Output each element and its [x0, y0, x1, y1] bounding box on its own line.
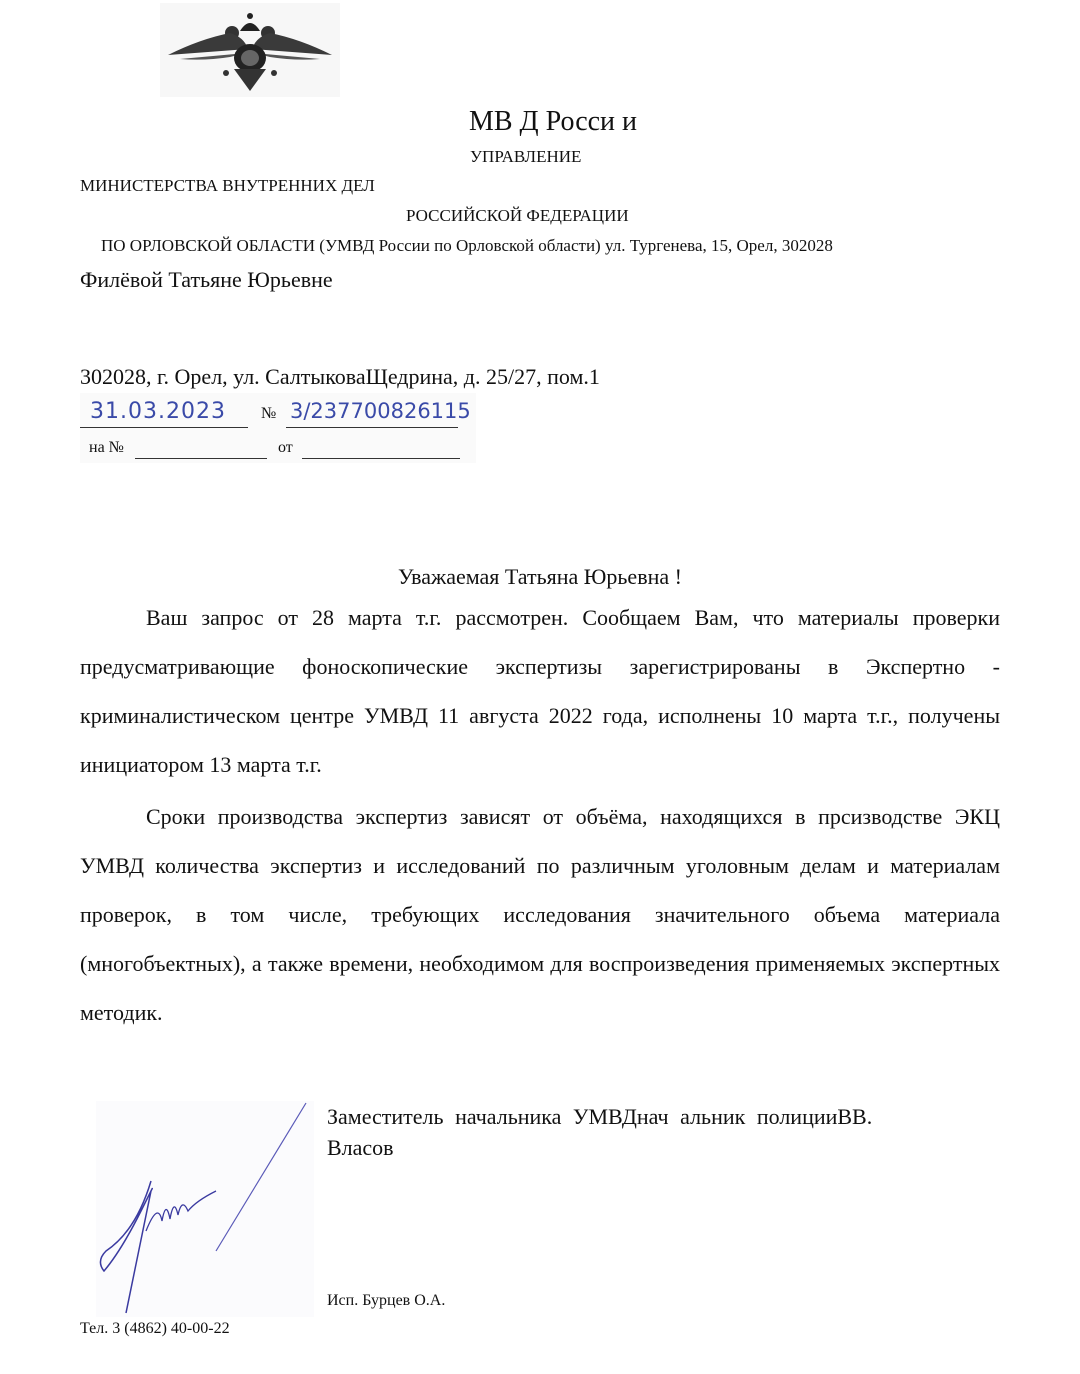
paragraph-1 — [80, 593, 1000, 789]
ref-number-field — [135, 441, 267, 459]
registration-block — [80, 393, 476, 463]
paragraph-2 — [80, 792, 1000, 1037]
executor: Исп. Бурцев О.А. — [327, 1292, 446, 1309]
ref-label: на № — [89, 439, 124, 456]
number-label: № — [261, 405, 277, 422]
registration-number: 3/237700826115 — [290, 399, 471, 423]
recipient-name: Филёвой Татьяне Юрьевне — [80, 267, 333, 292]
paragraph-1-text: Ваш запрос от 28 марта т.г. рассмотрен. Сообщаем Вам, что материалы проверки предусматривающие фоноскопические экспертизы зарегистрированы в Экспертно - криминалистическом центре УМВД 11 августа 2022 года, исполнены 10 марта т.г., получены инициатором 13 марта т.г. — [80, 605, 1000, 777]
registration-date: 31.03.2023 — [90, 399, 226, 424]
header-federation: РОССИЙСКОЙ ФЕДЕРАЦИИ — [406, 206, 629, 225]
number-field — [286, 397, 471, 428]
ref-date-field — [302, 441, 460, 459]
signature-icon — [96, 1101, 314, 1317]
greeting: Уважаемая Татьяна Юрьевна ! — [398, 564, 682, 589]
phone: Тел. 3 (4862) 40-00-22 — [80, 1320, 230, 1337]
signatory-block — [327, 1101, 957, 1163]
paragraph-2-text: Сроки производства экспертиз зависят от объёма, находящихся в прсизводстве ЭКЦ УМВД количества экспертиз и исследований по различным уголовным делам и материалам проверок, в том числе, требующих исследования значительного объема материала (многобъектных), а также времени, необходимом для воспроизведения применяемых экспертных методик. — [80, 804, 1000, 1025]
header-region: ПО ОРЛОВСКОЙ ОБЛАСТИ (УМВД России по Орловской области) ул. Тургенева, 15, Орел, 302028 — [101, 236, 833, 255]
mvd-emblem — [160, 3, 340, 97]
emblem-icon — [160, 3, 340, 97]
date-field — [80, 397, 248, 428]
header-upravlenie: УПРАВЛЕНИЕ — [470, 147, 582, 166]
handwritten-signature — [96, 1101, 314, 1317]
title-text: МВ Д Росси и — [468, 106, 638, 137]
header-ministry: МИНИСТЕРСТВА ВНУТРЕННИХ ДЕЛ — [80, 176, 375, 195]
signatory-position: Заместитель начальника УМВДнач альник полицииВВ. — [327, 1104, 873, 1129]
document-title — [0, 106, 1080, 138]
signatory-surname: Власов — [327, 1135, 394, 1160]
recipient-address: 302028, г. Орел, ул. СалтыковаЩедрина, д. 25/27, пом.1 — [80, 364, 600, 389]
from-label: от — [278, 439, 293, 456]
